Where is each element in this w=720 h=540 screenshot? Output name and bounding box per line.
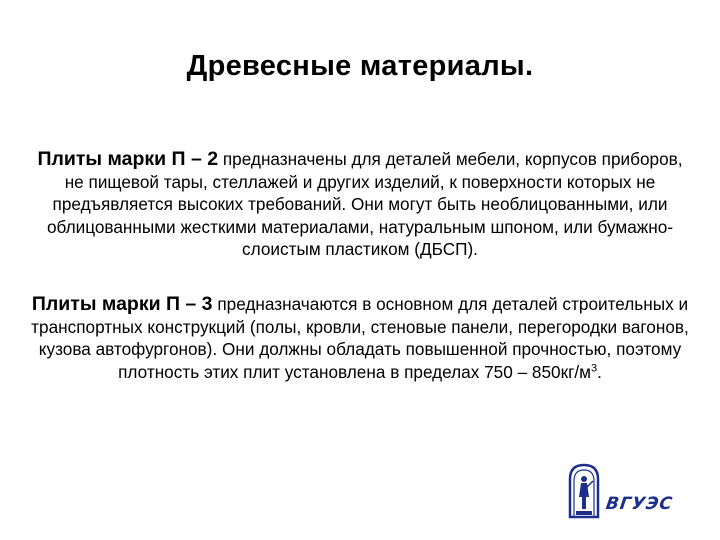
paragraph-lead: Плиты марки П – 2	[37, 148, 219, 170]
paragraph-p2-grade	[30, 148, 690, 261]
university-logo	[566, 463, 686, 523]
paragraph-text: предназначаются в основном для деталей строительных и транспортных конструкций (полы, кровли, стеновые панели, перегородки вагонов, кузова автофургонов). Они должны обладать повышенной прочностью, поэтому плотность этих плит установлена в пределах 750 – 850кг/м	[31, 294, 689, 382]
paragraph-text: предназначены для деталей мебели, корпусов приборов, не пищевой тары, стеллажей и других изделий, к поверхности которых не предъявляется высоких требований. Они могут быть необлицованными, или облицованными жесткими материалами, натуральным шпоном, или бумажно-слоистым пластиком (ДБСП).	[46, 149, 683, 259]
paragraph-end: .	[597, 361, 602, 382]
logo-text: ВГУЭС	[604, 494, 675, 514]
paragraph-lead: Плиты марки П – 3	[31, 293, 213, 315]
superscript: 3	[590, 361, 598, 374]
emblem-icon	[566, 463, 602, 519]
slide-title: Древесные материалы.	[186, 50, 534, 82]
paragraph-p3-grade	[30, 293, 690, 383]
